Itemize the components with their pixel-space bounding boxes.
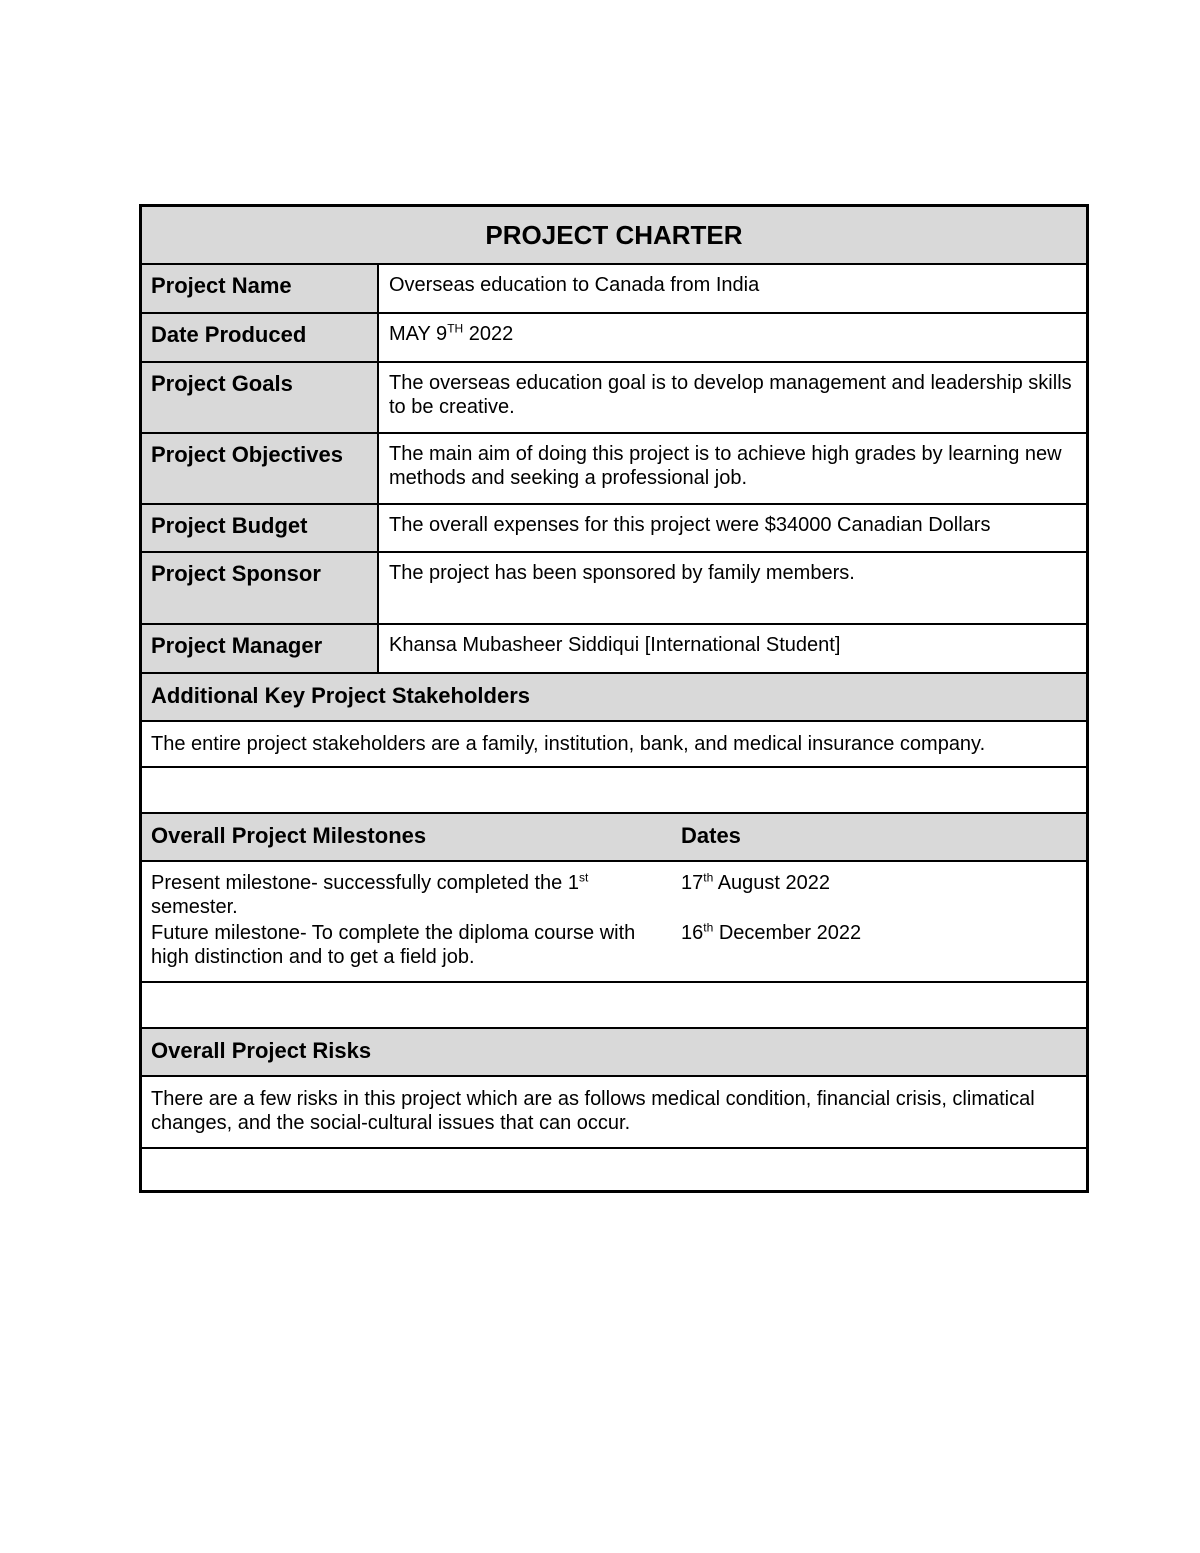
milestone-item: Future milestone- To complete the diploma course with high distinction and to get a field job. bbox=[151, 922, 636, 968]
field-label: Project Goals bbox=[142, 363, 379, 432]
field-label: Project Sponsor bbox=[142, 553, 379, 623]
field-label: Project Name bbox=[142, 265, 379, 312]
milestone-item bbox=[151, 871, 663, 919]
risks-text: There are a few risks in this project which are as follows medical condition, financial crisis, climatical changes, and the social-cultural issues that can occur. bbox=[151, 1088, 1035, 1134]
field-value: The overall expenses for this project were $34000 Canadian Dollars bbox=[389, 514, 991, 536]
field-row-project-goals bbox=[142, 361, 1086, 432]
field-row-project-manager bbox=[142, 623, 1086, 672]
date-day: 17 bbox=[681, 872, 704, 894]
project-charter-table bbox=[139, 204, 1089, 1193]
ordinal-suffix: th bbox=[703, 920, 714, 935]
charter-title-row bbox=[142, 207, 1086, 263]
ordinal-suffix: st bbox=[578, 870, 589, 885]
date-main: MAY 9 bbox=[389, 323, 448, 345]
field-label: Project Budget bbox=[142, 505, 379, 551]
blank-row bbox=[142, 766, 1086, 812]
field-row-date-produced bbox=[142, 312, 1086, 361]
field-value: The main aim of doing this project is to achieve high grades by learning new methods and seeking a professional job. bbox=[389, 443, 1062, 489]
risks-heading-row bbox=[142, 1027, 1086, 1075]
ordinal-suffix: th bbox=[703, 870, 714, 885]
date-year: 2022 bbox=[463, 323, 514, 345]
stakeholders-text-row bbox=[142, 720, 1086, 766]
field-value: The project has been sponsored by family members. bbox=[389, 562, 855, 584]
field-value: Khansa Mubasheer Siddiqui [International Student] bbox=[389, 634, 841, 656]
field-value: The overseas education goal is to develop management and leadership skills to be creative. bbox=[389, 372, 1072, 418]
milestones-heading: Overall Project Milestones bbox=[142, 814, 672, 860]
milestone-date bbox=[681, 921, 1077, 945]
blank-row bbox=[142, 1147, 1086, 1190]
milestone-text-end: semester. bbox=[151, 896, 238, 918]
field-label: Project Manager bbox=[142, 625, 379, 672]
field-row-project-objectives bbox=[142, 432, 1086, 503]
milestones-list bbox=[142, 862, 672, 981]
field-row-project-name bbox=[142, 263, 1086, 312]
field-row-project-sponsor bbox=[142, 551, 1086, 623]
field-value bbox=[379, 314, 1086, 361]
risks-heading: Overall Project Risks bbox=[142, 1029, 1086, 1075]
dates-heading: Dates bbox=[672, 814, 1086, 860]
milestones-body-row bbox=[142, 860, 1086, 981]
stakeholders-text: The entire project stakeholders are a family, institution, bank, and medical insurance company. bbox=[151, 733, 986, 755]
field-row-project-budget bbox=[142, 503, 1086, 551]
milestone-date bbox=[681, 871, 1077, 921]
field-label: Date Produced bbox=[142, 314, 379, 361]
stakeholders-heading-row bbox=[142, 672, 1086, 720]
date-suffix: TH bbox=[447, 321, 464, 336]
date-rest: August 2022 bbox=[713, 872, 831, 894]
risks-text-row bbox=[142, 1075, 1086, 1147]
charter-title: PROJECT CHARTER bbox=[485, 219, 743, 250]
milestones-heading-row bbox=[142, 812, 1086, 860]
field-value: Overseas education to Canada from India bbox=[389, 274, 760, 296]
stakeholders-heading: Additional Key Project Stakeholders bbox=[142, 674, 1086, 720]
milestone-text: Present milestone- successfully completed the 1 bbox=[151, 872, 579, 894]
field-label: Project Objectives bbox=[142, 434, 379, 503]
date-rest: December 2022 bbox=[713, 922, 862, 944]
blank-row bbox=[142, 981, 1086, 1027]
date-day: 16 bbox=[681, 922, 704, 944]
milestone-dates-list bbox=[672, 862, 1086, 981]
